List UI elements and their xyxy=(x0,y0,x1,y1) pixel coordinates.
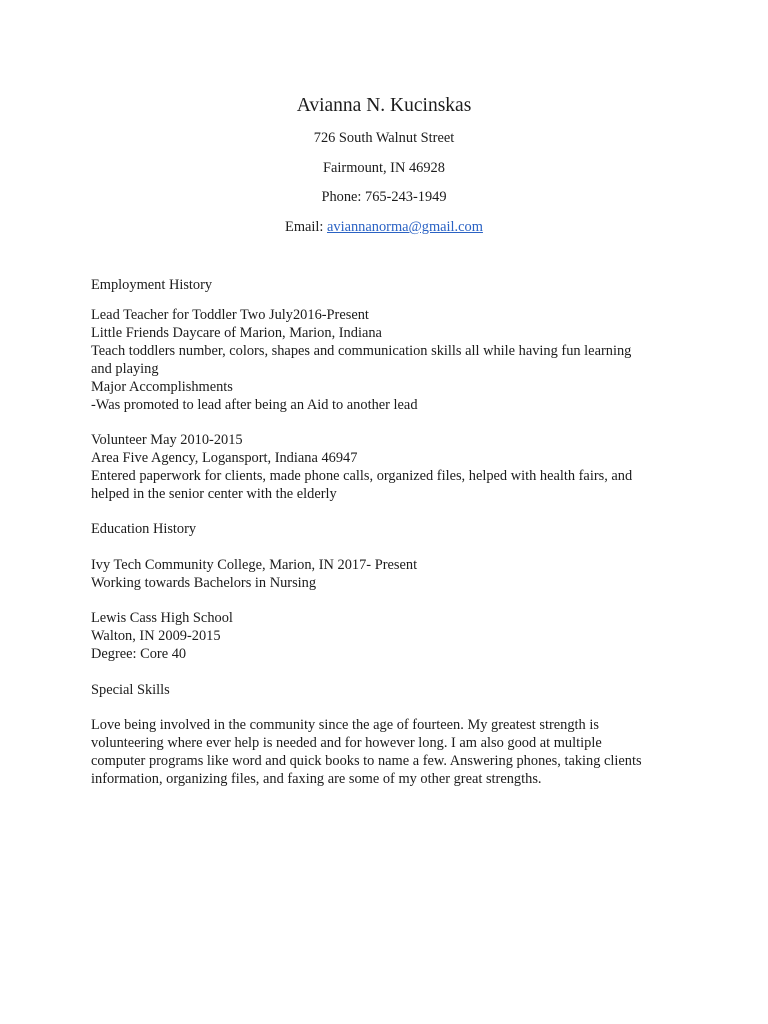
job-entry-volunteer xyxy=(91,431,671,503)
accomplishments-label: Major Accomplishments xyxy=(91,379,233,395)
skills-paragraph xyxy=(91,716,671,788)
school-detail: Working towards Bachelors in Nursing xyxy=(91,575,317,591)
email-line xyxy=(0,218,768,236)
education-entry-ivy-tech xyxy=(91,556,671,592)
phone-number: Phone: 765-243-1949 xyxy=(321,189,447,205)
education-heading: Education History xyxy=(91,521,197,537)
education-entry-lewis-cass xyxy=(91,609,671,663)
job-description-line: Entered paperwork for clients, made phone calls, organized files, helped with health fairs, and xyxy=(91,468,633,484)
employment-heading: Employment History xyxy=(91,277,213,293)
resume-name: Avianna N. Kucinskas xyxy=(296,95,472,116)
accomplishment-item: -Was promoted to lead after being an Aid to another lead xyxy=(91,397,418,413)
job-title: Volunteer May 2010-2015 xyxy=(91,432,243,448)
job-entry-lead-teacher xyxy=(91,306,671,414)
skills-heading: Special Skills xyxy=(91,682,170,698)
email-label: Email: xyxy=(285,219,328,235)
school-name: Lewis Cass High School xyxy=(91,610,233,626)
job-title: Lead Teacher for Toddler Two July2016-Present xyxy=(91,307,369,323)
skills-line: information, organizing files, and faxing are some of my other great strengths. xyxy=(91,771,542,787)
job-employer: Little Friends Daycare of Marion, Marion, Indiana xyxy=(91,325,382,341)
job-employer: Area Five Agency, Logansport, Indiana 46947 xyxy=(91,450,358,466)
city-state-zip: Fairmount, IN 46928 xyxy=(323,160,445,176)
school-degree: Degree: Core 40 xyxy=(91,646,187,662)
skills-line: Love being involved in the community since the age of fourteen. My greatest strength is xyxy=(91,717,599,733)
school-location: Walton, IN 2009-2015 xyxy=(91,628,221,644)
school-name: Ivy Tech Community College, Marion, IN 2017- Present xyxy=(91,557,418,573)
job-description-line: helped in the senior center with the elderly xyxy=(91,486,337,502)
job-description-line: and playing xyxy=(91,361,159,377)
skills-line: volunteering where ever help is needed and for however long. I am also good at multiple xyxy=(91,735,602,751)
street-address: 726 South Walnut Street xyxy=(313,130,455,146)
job-description-line: Teach toddlers number, colors, shapes and communication skills all while having fun learning xyxy=(91,343,632,359)
email-link[interactable]: aviannanorma@gmail.com xyxy=(327,219,483,235)
skills-line: computer programs like word and quick books to name a few. Answering phones, taking clients xyxy=(91,753,642,769)
